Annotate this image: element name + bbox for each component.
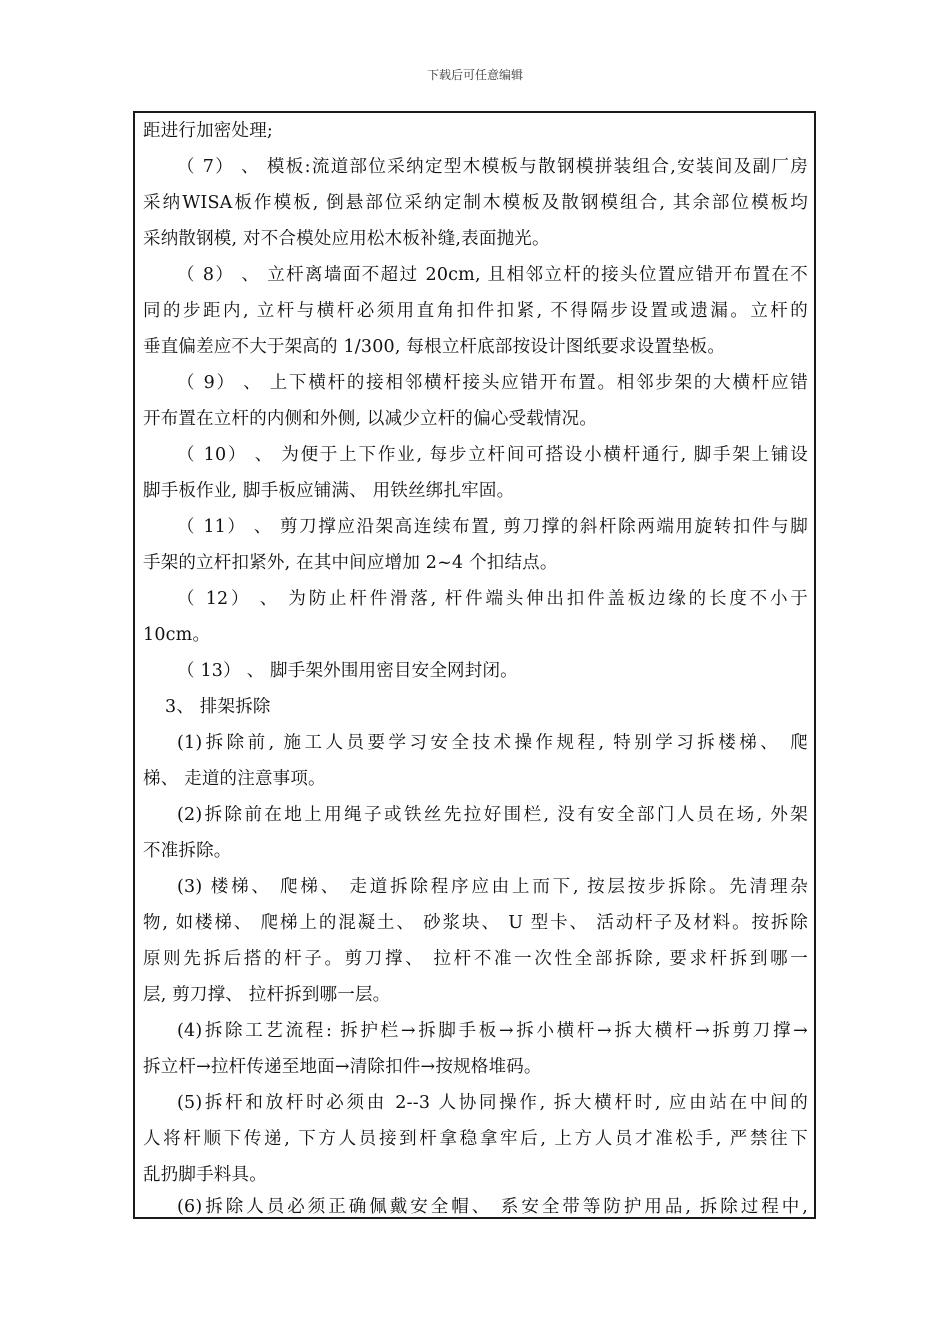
section-heading: 3、 排架拆除 <box>165 697 271 717</box>
text-line: (5)拆杆和放杆时必须由 2--3 人协同操作, 拆大横杆时, 应由站在中间的 <box>177 1093 808 1113</box>
text-line: 开布置在立杆的内侧和外侧, 以减少立杆的偏心受载情况。 <box>143 409 598 429</box>
text-line: (6)拆除人员必须正确佩戴安全帽、 系安全带等防护用品, 拆除过程中, <box>177 1197 808 1217</box>
text-line: （ 7） 、 模板:流道部位采纳定型木模板与散钢模拼装组合,安装间及副厂房 <box>177 157 808 177</box>
text-line: （ 11） 、 剪刀撑应沿架高连续布置, 剪刀撑的斜杆除两端用旋转扣件与脚 <box>177 517 808 537</box>
text-line: （ 10） 、 为便于上下作业, 每步立杆间可搭设小横杆通行, 脚手架上铺设 <box>177 445 808 465</box>
text-line: （ 13） 、 脚手架外围用密目安全网封闭。 <box>177 661 518 681</box>
text-line: 物, 如楼梯、 爬梯上的混凝土、 砂浆块、 U 型卡、 活动杆子及材料。按拆除 <box>143 913 808 933</box>
text-line: 拆立杆→拉杆传递至地面→清除扣件→按规格堆码。 <box>143 1057 542 1077</box>
text-line: 手架的立杆扣紧外, 在其中间应增加 2~4 个扣结点。 <box>143 553 558 573</box>
text-line: 10cm。 <box>143 625 211 645</box>
document-content-box <box>133 111 816 1219</box>
text-line: 原则先拆后搭的杆子。剪刀撑、 拉杆不准一次性全部拆除, 要求杆拆到哪一 <box>143 949 808 969</box>
text-line: 人将杆顺下传递, 下方人员接到杆拿稳拿牢后, 上方人员才准松手, 严禁往下 <box>143 1129 808 1149</box>
text-line: (4)拆除工艺流程: 拆护栏→拆脚手板→拆小横杆→拆大横杆→拆剪刀撑→ <box>177 1021 808 1041</box>
text-line: 乱扔脚手料具。 <box>143 1165 267 1185</box>
text-line: 采纳散钢模, 对不合模处应用松木板补缝,表面抛光。 <box>143 229 550 249</box>
text-line: （ 8） 、 立杆离墙面不超过 20cm, 且相邻立杆的接头位置应错开布置在不 <box>177 265 808 285</box>
text-line: 垂直偏差应不大于架高的 1/300, 每根立杆底部按设计图纸要求设置垫板。 <box>143 337 726 357</box>
text-line: （ 9） 、 上下横杆的接相邻横杆接头应错开布置。相邻步架的大横杆应错 <box>177 373 808 393</box>
text-line: 梯、 走道的注意事项。 <box>143 769 326 789</box>
text-line: 不准拆除。 <box>143 841 232 861</box>
text-line: 层, 剪刀撑、 拉杆拆到哪一层。 <box>143 985 391 1005</box>
text-line: 距进行加密处理; <box>143 121 273 141</box>
text-line: 同的步距内, 立杆与横杆必须用直角扣件扣紧, 不得隔步设置或遗漏。立杆的 <box>143 301 808 321</box>
text-line: （ 12） 、 为防止杆件滑落, 杆件端头伸出扣件盖板边缘的长度不小于 <box>177 589 808 609</box>
text-line: 脚手板作业, 脚手板应铺满、 用铁丝绑扎牢固。 <box>143 481 515 501</box>
text-line: (1)拆除前, 施工人员要学习安全技术操作规程, 特别学习拆楼梯、 爬 <box>177 733 808 753</box>
header-note: 下载后可任意编辑 <box>426 68 523 82</box>
text-line: (2)拆除前在地上用绳子或铁丝先拉好围栏, 没有安全部门人员在场, 外架 <box>177 805 808 825</box>
text-line: (3) 楼梯、 爬梯、 走道拆除程序应由上而下, 按层按步拆除。先清理杂 <box>177 877 808 897</box>
text-line: 采纳WISA板作模板, 倒悬部位采纳定制木模板及散钢模组合, 其余部位模板均 <box>143 193 808 213</box>
